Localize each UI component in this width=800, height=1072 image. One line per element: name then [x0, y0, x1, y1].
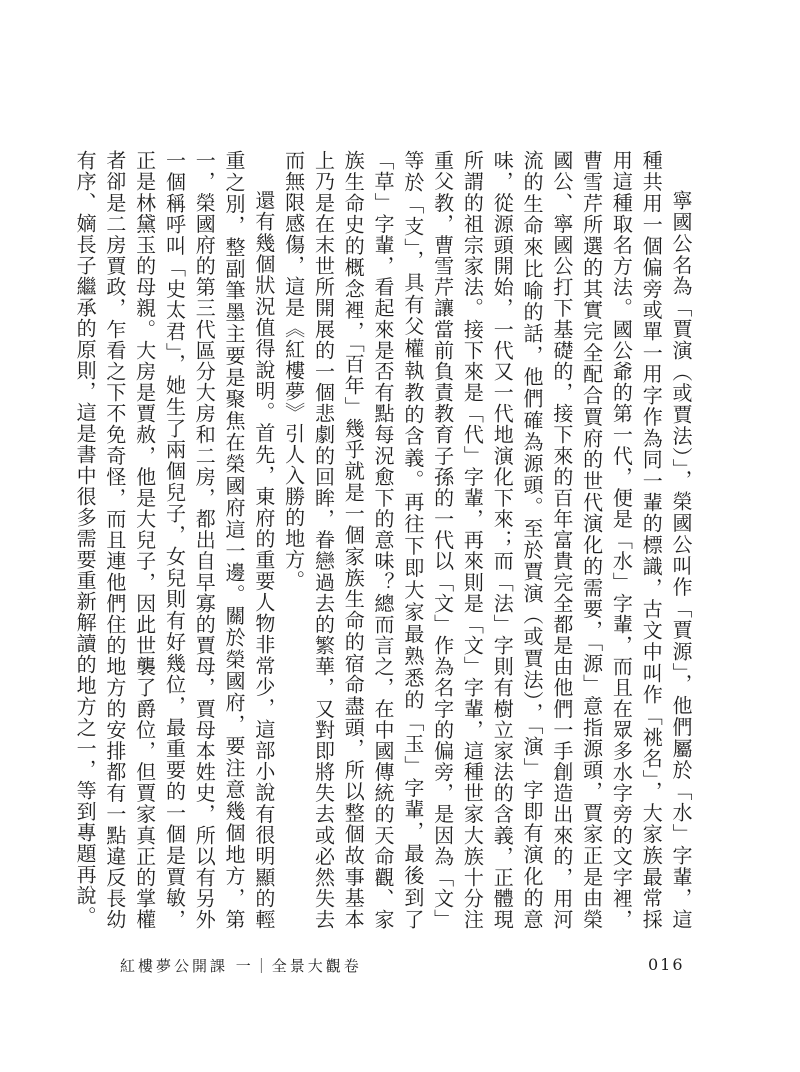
body-text: [73, 150, 695, 930]
running-title: 紅樓夢公開課 一｜全景大觀卷: [120, 957, 362, 975]
paragraph-1: 寧國公名為「賈演（或賈法）」，榮國公叫作「賈源」，他們屬於「水」字輩，這種共用一個偏旁或單一用字作為同一輩的標識，古文中叫作「祧名」，大家族最常採用這種取名方法。國公爺的第一代，便是「水」字輩，而且在眾多水字旁的文字裡，曹雪芹所選的其實完全配合賈府的世代演化的需要，「源」意指源頭，賈家正是由榮國公、寧國公打下基礎的，接下來的百年富貴完全都是由他們一手創造出來的，用河流的生命來比喻的話，他們確為源頭。至於賈演（或賈法），「演」字即有演化的意味，從源頭開始，一代又一代地演化下來；而「法」字則有樹立家法的含義，正體現所謂的祖宗家法。接下來是「代」字輩，再來則是「文」字輩，這種世家大族十分注重父教，曹雪芹讓當前負責教育子孫的一代以「文」作為名字的偏旁，是因為「文」等於「支」，具有父權執教的含義。再往下即大家最熟悉的「玉」字輩，最後到了「草」字輩，看起來是否有點每況愈下的意味？總而言之，在中國傳統的天命觀、家族生命史的概念裡，「百年」幾乎就是一個家族生命的宿命盡頭，所以整個故事基本上乃是在末世所開展的一個悲劇的回眸，眷戀過去的繁華，又對即將失去或必然失去而無限感傷，這是《紅樓夢》引人入勝的地方。: [281, 150, 693, 930]
page-number: 016: [648, 955, 685, 974]
paragraph-2: 還有幾個狀況值得說明。首先，東府的重要人物非常少，這部小說有很明顯的輕重之別，整副筆墨主要是聚焦在榮國府這一邊。關於榮國府，要注意幾個地方，第一，榮國府的第三代區分大房和二房，都出自早寡的賈母，賈母本姓史，所以有另外一個稱呼叫「史太君」，她生了兩個兒子，女兒則有好幾位，最重要的一個是賈敏，正是林黛玉的母親。大房是賈赦，他是大兒子，因此世襲了爵位，但賈家真正的掌權者卻是二房賈政，乍看之下不免奇怪，而且連他們住的地方的安排都有一點違反長幼有序、嫡長子繼承的原則，這是書中很多需要重新解讀的地方之一，等到專題再說。: [73, 150, 276, 930]
